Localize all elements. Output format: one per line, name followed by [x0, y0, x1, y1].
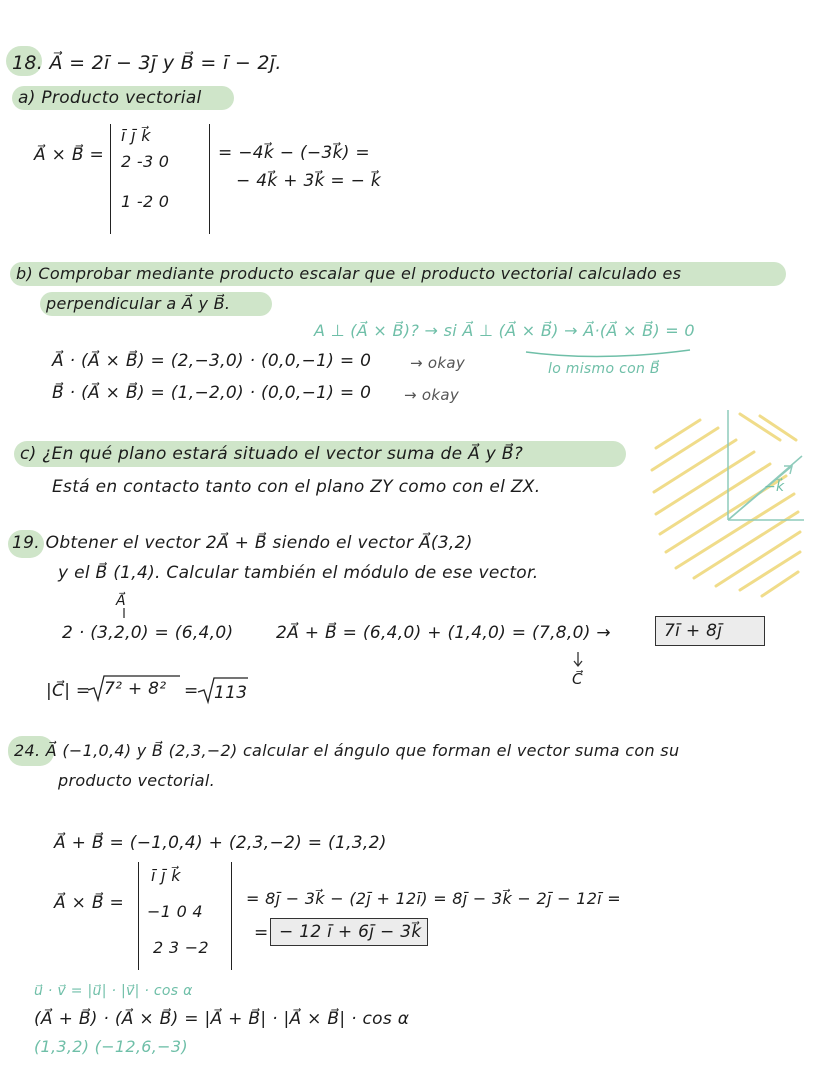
plane-figure	[652, 414, 800, 596]
part-b-label-line1: b) Comprobar mediante producto escalar que el producto vectorial calculado es	[16, 264, 682, 283]
matrix-row-3: 1 -2 0	[121, 192, 170, 211]
dot-formula-note: u⃗ · v⃗ = |u⃗| · |v⃗| · cos α	[34, 983, 193, 999]
sum-vectors: A⃗ + B⃗ = (−1,0,4) + (2,3,−2) = (1,3,2)	[54, 833, 387, 853]
result-box-24: − 12 ī + 6ȷ̄ − 3k⃗	[270, 918, 428, 946]
matrix-row-1: ī ȷ̄ k⃗	[121, 126, 151, 145]
part-c-label: c) ¿En qué plano estará situado el vector suma de A⃗ y B⃗?	[20, 444, 524, 464]
a-vector-marker: A⃗	[116, 593, 126, 609]
c-vector-label: C⃗	[572, 670, 583, 688]
sqrt-symbol-2	[198, 678, 248, 702]
problem-19-title-line1: 19. Obtener el vector 2A⃗ + B⃗ siendo el vector A⃗(3,2)	[12, 533, 473, 553]
result-box-19: 7ī + 8ȷ̄	[655, 616, 765, 646]
cross-result-24: = 8ȷ̄ − 3k⃗ − (2ȷ̄ + 12ī) = 8ȷ̄ − 3k⃗ − 2ȷ̄ − 12ī =	[246, 889, 622, 908]
cross-result-line1: = −4k⃗ − (−3k⃗) =	[218, 143, 370, 163]
sqrt-symbol-1	[88, 676, 180, 700]
part-a-label: a) Producto vectorial	[18, 88, 202, 108]
vectors-note: (1,3,2) (−12,6,−3)	[34, 1037, 188, 1056]
cross-product-lhs-24: A⃗ × B⃗ =	[54, 893, 125, 913]
figure-k-label: −k⃗	[764, 479, 785, 495]
dot-product-a: A⃗ · (A⃗ × B⃗) = (2,−3,0) · (0,0,−1) = 0	[52, 351, 372, 371]
matrix-row-2: 2 -3 0	[121, 152, 170, 171]
cross-result-line2: − 4k⃗ + 3k⃗ = − k⃗	[236, 171, 382, 191]
problem-19-title-line2: y el B⃗ (1,4). Calcular también el módulo de ese vector.	[58, 563, 539, 583]
problem-24-title-line2: producto vectorial.	[58, 771, 215, 790]
part-c-answer: Está en contacto tanto con el plano ZY como con el ZX.	[52, 477, 541, 497]
cross-product-lhs: A⃗ × B⃗ =	[34, 145, 105, 165]
okay-1: → okay	[410, 354, 466, 372]
modulus-radicand: 7² + 8²	[104, 679, 167, 699]
calc-2a: 2 · (3,2,0) = (6,4,0)	[62, 623, 234, 643]
note-perpendicular: A ⊥ (A⃗ × B⃗)? → si A⃗ ⊥ (A⃗ × B⃗) → A⃗·(A⃗ × B⃗) = 0	[314, 321, 695, 340]
matrix24-row-2: −1 0 4	[147, 902, 203, 921]
problem-24-title-line1: 24. A⃗ (−1,0,4) y B⃗ (2,3,−2) calcular el ángulo que forman el vector suma con su	[14, 741, 680, 760]
modulus-equals: =	[184, 681, 199, 701]
cross-result-equals-24: =	[254, 923, 269, 943]
calc-2a-plus-b: 2A⃗ + B⃗ = (6,4,0) + (1,4,0) = (7,8,0) →	[276, 623, 611, 643]
modulus-lhs: |C⃗| =	[46, 681, 91, 701]
note-brace	[526, 350, 690, 357]
note-same-with-b: lo mismo con B⃗	[548, 361, 660, 377]
part-b-label-line2: perpendicular a A⃗ y B⃗.	[46, 294, 231, 313]
dot-product-b: B⃗ · (A⃗ × B⃗) = (1,−2,0) · (0,0,−1) = 0	[52, 383, 372, 403]
problem-18-title: 18. A⃗ = 2ī − 3ȷ̄ y B⃗ = ī − 2ȷ̄.	[12, 52, 282, 74]
c-label-arrow	[574, 652, 582, 666]
matrix24-row-1: ī ȷ̄ k⃗	[151, 866, 181, 885]
angle-formula: (A⃗ + B⃗) · (A⃗ × B⃗) = |A⃗ + B⃗| · |A⃗ × B⃗| · cos α	[34, 1009, 410, 1029]
matrix24-row-3: 2 3 −2	[153, 938, 209, 957]
modulus-result: 113	[214, 683, 248, 703]
okay-2: → okay	[404, 386, 460, 404]
